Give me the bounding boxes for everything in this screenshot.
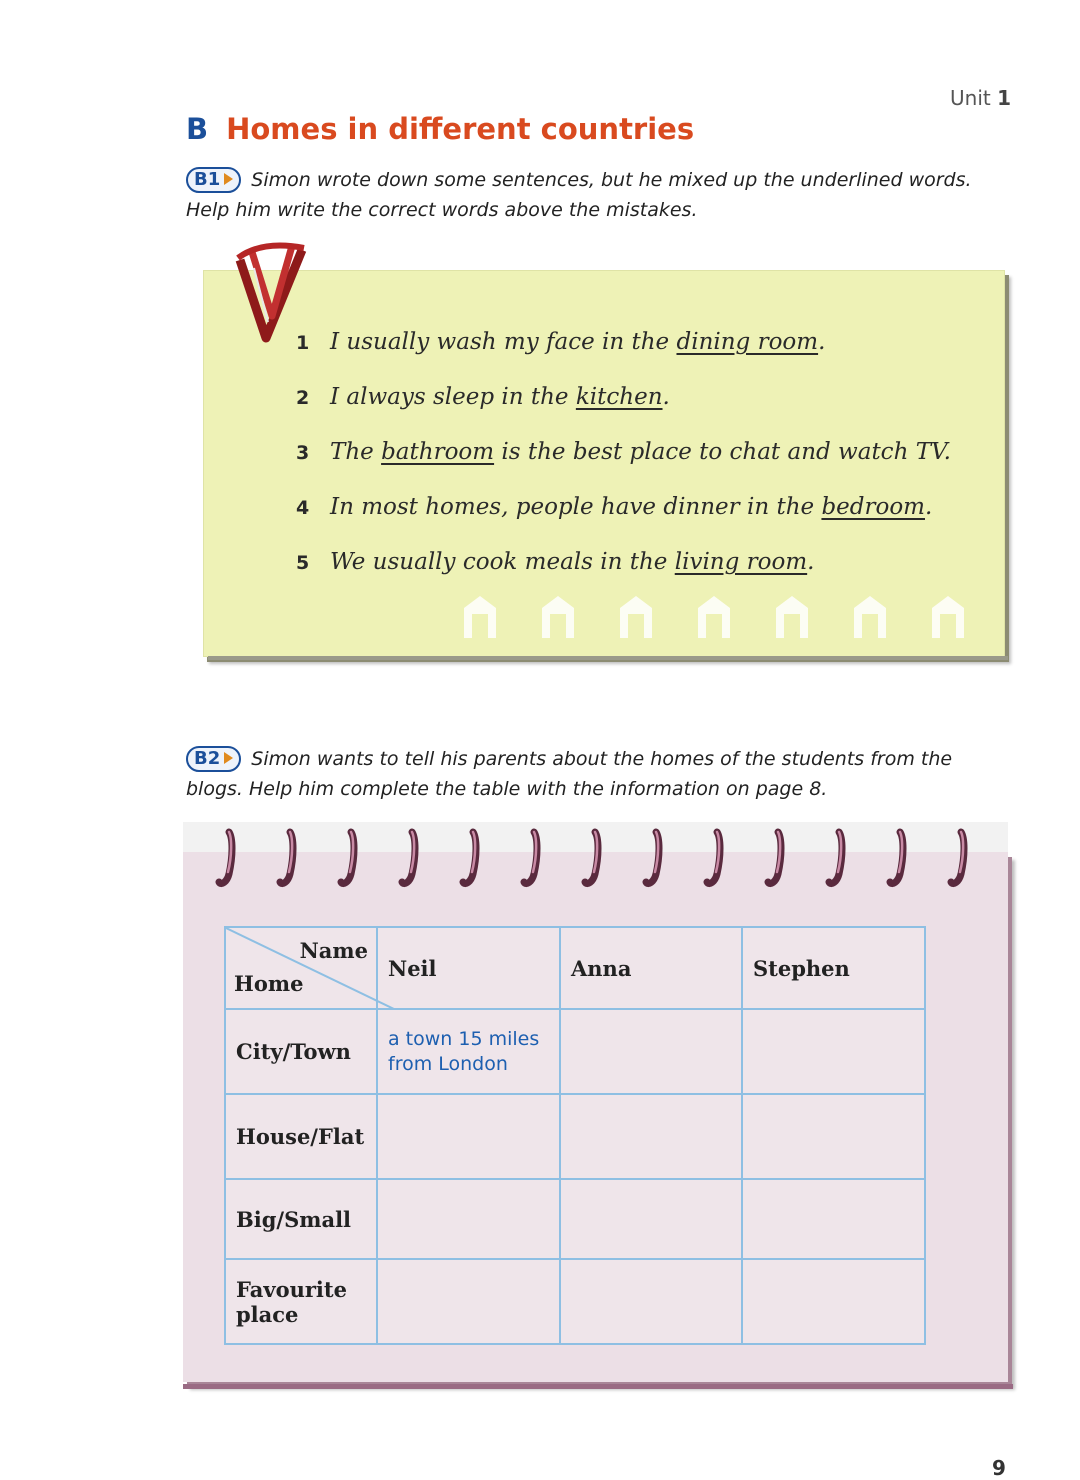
b1-badge-label: B1 (194, 169, 221, 190)
answer-cell[interactable] (560, 1179, 742, 1259)
table-header-row (225, 927, 925, 1009)
sentence-number: 5 (296, 552, 310, 574)
table-row (225, 1179, 925, 1259)
table-row (225, 1009, 925, 1094)
notebook-shadow-line (183, 1384, 1013, 1389)
sentence-number: 2 (296, 387, 310, 409)
spiral-binding-icon (205, 828, 985, 892)
sentence-item (296, 377, 951, 432)
sentence-text: The (330, 439, 382, 465)
section-title-text: Homes in different countries (226, 112, 695, 146)
table-row (225, 1259, 925, 1344)
sentence-text: In most homes, people have dinner in the (330, 494, 822, 520)
homes-table (224, 926, 926, 1345)
b2-badge (186, 746, 241, 772)
answer-cell[interactable] (560, 1094, 742, 1179)
answer-cell[interactable] (377, 1094, 560, 1179)
sentence-item (296, 487, 951, 542)
answer-cell[interactable] (742, 1179, 925, 1259)
b2-instruction-text: Simon wants to tell his parents about the homes of the students from the blogs. Help him complete the table with the information on page 8. (186, 748, 953, 800)
answer-cell[interactable]: a town 15 miles from London (377, 1009, 560, 1094)
underlined-word: living room (674, 549, 808, 575)
row-label: Big/Small (225, 1179, 377, 1259)
underlined-word: kitchen (575, 384, 663, 410)
row-label: Favourite place (225, 1259, 377, 1344)
b2-badge-label: B2 (194, 748, 221, 769)
sentence-end: . (807, 549, 815, 575)
play-icon (224, 752, 233, 764)
unit-label (950, 86, 1011, 110)
sentence-end: is the best place to chat and watch TV. (494, 439, 951, 465)
row-label: House/Flat (225, 1094, 377, 1179)
section-letter: B (186, 112, 209, 146)
sentence-text: I usually wash my face in the (330, 329, 677, 355)
note-shadow-line (208, 656, 1008, 660)
sentence-number: 3 (296, 442, 310, 464)
answer-cell[interactable] (377, 1259, 560, 1344)
sentence-item (296, 322, 951, 377)
sentence-end: . (925, 494, 933, 520)
table-row (225, 1094, 925, 1179)
unit-label-text: Unit (950, 86, 991, 110)
answer-cell[interactable] (560, 1259, 742, 1344)
row-label: City/Town (225, 1009, 377, 1094)
sentence-number: 4 (296, 497, 310, 519)
b2-instruction (186, 744, 1006, 804)
b1-instruction (186, 165, 1006, 225)
answer-cell[interactable] (560, 1009, 742, 1094)
sentence-item (296, 432, 951, 487)
answer-cell[interactable] (377, 1179, 560, 1259)
b1-badge (186, 167, 241, 193)
house-pattern-icon (462, 594, 992, 638)
corner-cell (225, 927, 377, 1009)
sentence-end: . (662, 384, 670, 410)
answer-cell[interactable] (742, 1094, 925, 1179)
sentence-list (296, 322, 951, 597)
column-header: Stephen (742, 927, 925, 1009)
column-header: Neil (377, 927, 560, 1009)
sentence-number: 1 (296, 332, 310, 354)
corner-home-label: Home (234, 971, 304, 996)
sentence-end: . (818, 329, 826, 355)
page-number: 9 (992, 1456, 1006, 1480)
answer-cell[interactable] (742, 1009, 925, 1094)
sentence-text: I always sleep in the (330, 384, 576, 410)
corner-name-label: Name (299, 938, 368, 963)
underlined-word: bedroom (821, 494, 925, 520)
underlined-word: bathroom (381, 439, 495, 465)
b1-instruction-text: Simon wrote down some sentences, but he mixed up the underlined words. Help him write the correct words above the mistakes. (186, 169, 972, 221)
column-header: Anna (560, 927, 742, 1009)
answer-cell[interactable] (742, 1259, 925, 1344)
sentence-item (296, 542, 951, 597)
underlined-word: dining room (676, 329, 819, 355)
unit-number: 1 (997, 86, 1011, 110)
section-title (186, 112, 694, 146)
sentence-text: We usually cook meals in the (330, 549, 675, 575)
play-icon (224, 173, 233, 185)
